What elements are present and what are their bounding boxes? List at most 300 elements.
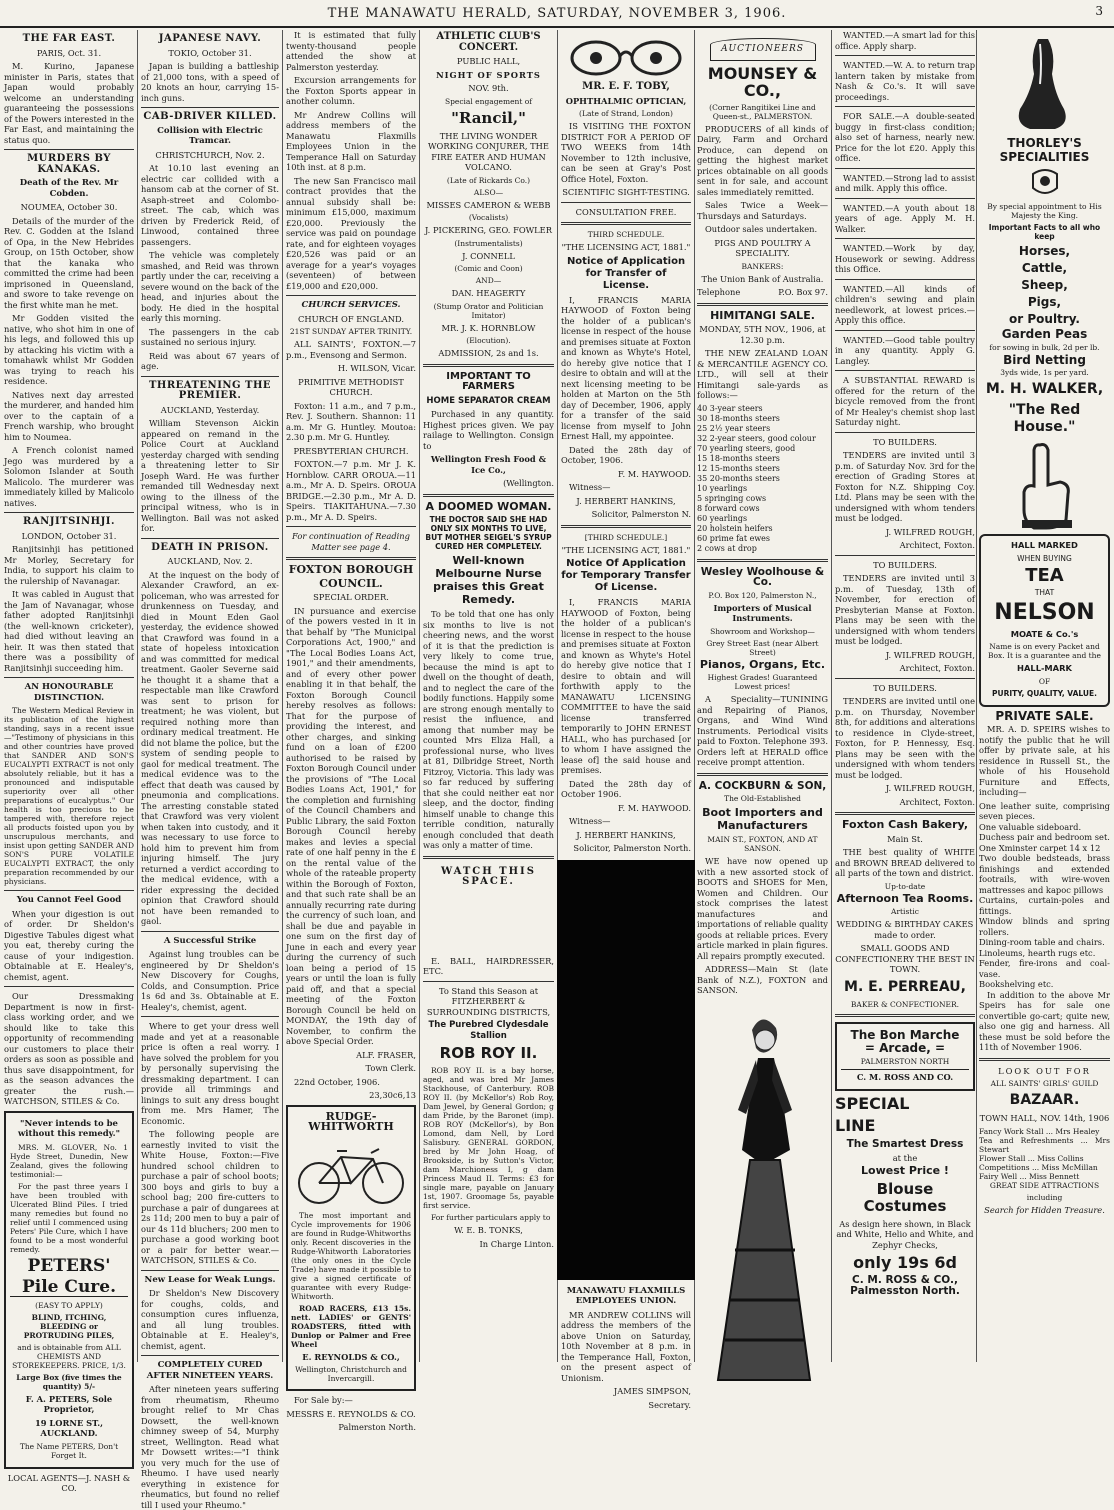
hairdresser: E. BALL, HAIRDRESSER, ETC. bbox=[423, 955, 554, 976]
woolhouse-body: A Speciality—TUNINING and Repairing of Pianos, Organs, and Wind Wind Instruments. Periodical visits paid to Foxton. Telephone 393. Orders left at HERALD office receive prompt attention. bbox=[697, 694, 828, 767]
peters-proprietor: F. A. PETERS, Sole Proprietor, bbox=[25, 1393, 113, 1414]
church-england-sub: 21ST SUNDAY AFTER TRINITY. bbox=[289, 327, 413, 336]
bicycle-illustration bbox=[291, 1137, 411, 1207]
church-presbyterian-body: FOXTON.—7 p.m. Mr J. K. Hornblow. CARR OROUA.—11 a.m., Mr A. D. Speirs. OROUA BRIDGE.—2.30 p.m., Mr A. D. Speirs. TIAKITAHUNA.—7.30 p.m., Mr A. D. Speirs. bbox=[286, 459, 416, 522]
rw-brand: RUDGE-WHITWORTH bbox=[308, 1109, 394, 1133]
blacked-out-area bbox=[557, 860, 695, 1280]
cockburn-boot: Boot Importers and Manufacturers bbox=[702, 806, 823, 832]
column-1 bbox=[4, 30, 134, 1493]
peters-testimonial-quote: For the past three years I have been troubled with Ulcerated Blind Piles. I tried many remedies but found no relief until I commenced using Peters' Pile Cure, which I have found to be a most wonderful remedy. bbox=[10, 1181, 128, 1254]
thorley-2: SPECIALITIES bbox=[999, 149, 1090, 164]
kanakas-para-2: Mr Godden visited the native, who shot him in one of his legs, and followed this up by attacking his victim with a tomahawk whilst Mr Godden was trying to reach his residence. bbox=[4, 313, 134, 386]
cab-para-3: The passengers in the cab sustained no serious injury. bbox=[141, 326, 279, 347]
council-body: IN pursuance and exercise of the powers vested in it in that behalf by "The Municipal Corporations Act, 1900," and "The Local Bodies Loans Act, 1901," and their amendments, and of every other power enabling it in that behalf, the Foxton Borough Council hereby resolves as follows: That for the purpose of providing the interest, and other charges, and sinking fund on a loan of £200 authorised to be raised by Foxton Borough Council under the provisions of "The Local Bodies Loans Act, 1901," for the completion and furnishing of the Council Chambers and Public Library, the said Foxton Borough Council hereby makes and levies a special rate of one half penny in the £ on the rental value of the whole of the rateable property within the Borough of Foxton, and that such rate shall be an annually recurring rate during the currency of such loan, and shall be due and payable in one sum on the first day of June in each and every year during the currency of such loan being a period of 15 years or until the loan is fully paid off, and that a special meeting of the Foxton Borough Council be held on MONDAY, the 19th day of November, to confirm the above Special Order. bbox=[286, 605, 416, 1046]
stand-sub: The Purebred Clydesdale Stallion bbox=[428, 1020, 549, 1041]
optician-name: MR. E. F. TOBY, bbox=[582, 81, 670, 92]
athletic-misses: MISSES CAMERON & WEBB bbox=[426, 199, 551, 210]
himitangi-heading: HIMITANGI SALE. bbox=[710, 308, 815, 322]
optician-consult: CONSULTATION FREE. bbox=[575, 206, 677, 217]
thorley-animal: Sheep, bbox=[1021, 278, 1068, 292]
athletic-night: NIGHT OF SPORTS bbox=[436, 69, 541, 80]
peters-wrapper: The Name PETERS, Don't Forget It. bbox=[19, 1441, 119, 1460]
doomed-heading: A DOOMED WOMAN. bbox=[425, 499, 552, 513]
thorley-animal: Horses, bbox=[1018, 244, 1071, 258]
athletic-elocution: (Elocution). bbox=[466, 336, 511, 345]
doomed-body: To be told that one has only six months to live is not cheering news, and the worst of it is that the prediction is very likely to come true, because the mind is apt to dwell on the thought of death, and to neglect the care of the bodily functions. Happily some are strong enough mentally to resist the influence, and among that number may be counted Mrs Eliza Hall, a professional nurse, who lives at 81, Dilbridge Street, North Fitzroy, Victoria. This lady was so far reduced by suffering that she could neither eat nor sleep, and the doctor, finding himself unable to change this terrible condition, naturally enough concluded that death was only a matter of time. bbox=[423, 609, 554, 850]
tenders-2-heading: TO BUILDERS. bbox=[873, 559, 937, 570]
bazaar-including: including bbox=[1026, 1192, 1063, 1202]
woolhouse-po: P.O. Box 120, Palmerston N., bbox=[708, 590, 817, 600]
bazaar-all-saints: ALL SAINTS' GIRLS' GUILD bbox=[990, 1079, 1099, 1088]
masthead bbox=[0, 0, 1114, 28]
column-6 bbox=[697, 30, 828, 1362]
walker-shop: "The Red House." bbox=[1008, 402, 1081, 435]
prison-dateline: AUCKLAND, Nov. 2. bbox=[167, 556, 253, 566]
far-east-heading: THE FAR EAST. bbox=[22, 33, 116, 44]
royal-crest-icon bbox=[1025, 166, 1065, 198]
list-item: One leather suite, comprising seven pieces. bbox=[979, 800, 1110, 821]
list-item: One Xminster carpet 14 x 12 bbox=[979, 842, 1101, 853]
ross-footer: C. M. ROSS & CO., Palmesston North. bbox=[850, 1274, 960, 1297]
optician-late: (Late of Strand, London) bbox=[579, 109, 673, 118]
peters-heading: "Never intends to be without this remedy." bbox=[17, 1118, 121, 1139]
rw-agent: E. REYNOLDS & CO., bbox=[302, 1351, 400, 1362]
temp-witness-role: Solicitor, Palmerston North. bbox=[573, 843, 691, 853]
blouse-costumes: Blouse Costumes bbox=[863, 1179, 947, 1215]
temp-date: Dated the 28th day of October 1906. bbox=[561, 778, 691, 799]
cannot-feel-good-body: When your digestion is out of order. Dr Sheldon's Digestive Tabules digest what you eat, thereby curing the cause of your indigestion. Obtainable at E. Healey's, chemist, agent. bbox=[4, 908, 134, 982]
temp-witness-name: J. HERBERT HANKINS, bbox=[576, 829, 676, 840]
tenders-1-role: Architect, Foxton. bbox=[899, 540, 975, 550]
cab-subheading: Collision with Electric Tramcar. bbox=[157, 125, 263, 146]
kanakas-para-3: Natives next day arrested the murderer, and handed him over to the captain of a French warship, who brought him to Noumea. bbox=[4, 389, 134, 442]
bon-marche-3: PALMERSTON NORTH bbox=[860, 1056, 950, 1066]
athletic-wonder: THE LIVING WONDER WORKING CONJURER, THE FIRE EATER AND HUMAN VOLCANO. bbox=[428, 130, 549, 172]
athletic-rancil: "Rancil," bbox=[451, 108, 526, 127]
list-item: Window blinds and spring rollers. bbox=[979, 916, 1110, 937]
mousey-bank: The Union Bank of Australia. bbox=[701, 273, 824, 284]
column-3 bbox=[286, 30, 416, 1432]
tea-purity: PURITY, QUALITY, VALUE. bbox=[992, 688, 1097, 698]
cured-heading: COMPLETELY CURED AFTER NINETEEN YEARS. bbox=[146, 1360, 274, 1381]
kanakas-dateline: NOUMEA, October 30. bbox=[20, 202, 118, 212]
column-7 bbox=[835, 30, 975, 1362]
bakery-street: Main St. bbox=[887, 833, 923, 844]
mousey-sales: Sales Twice a Week—Thursdays and Saturdays. bbox=[697, 200, 828, 221]
cab-para-4: Reid was about 67 years of age. bbox=[141, 350, 279, 371]
stock-item: 30 18-months steers bbox=[697, 413, 780, 423]
athletic-vocalists: (Vocalists) bbox=[468, 213, 509, 222]
mousey-outdoor: Outdoor sales undertaken. bbox=[705, 224, 818, 234]
lady-costume-illustration bbox=[700, 1000, 825, 1390]
church-methodist-body: Foxton: 11 a.m., and 7 p.m., Rev. J. Southern. Shannon: 11 a.m. Mr G. Huntley. Moutoa: 2.30 p.m. Mr G. Huntley. bbox=[286, 400, 416, 442]
mousey-pigs: PIGS AND POULTRY A SPECIALITY. bbox=[714, 237, 811, 258]
private-sale-list bbox=[979, 801, 1110, 990]
bakery-body: THE best quality of WHITE and BROWN BREAD delivered to all parts of the town and district. bbox=[835, 847, 975, 878]
far-east-body: M. Kurino, Japanese minister in Paris, states that Japan would probably welcome an understanding guaranteeing the possessions of the Powers interested in the Far East, and maintaining the status quo. bbox=[4, 61, 134, 145]
cured-body: After nineteen years suffering from rheumatism, Rheumo brought relief to Mr Chas Dowsett, the well-known chimney sweep of 54, Murphy street, Wellington. Read what Mr Dowsett writes:—"I think you very much for the use of Rheumo. I have used nearly everything in existence for rheumatics, but found no relief till I used your Rheumo." bbox=[141, 1384, 279, 1510]
special-1: SPECIAL bbox=[835, 1094, 910, 1113]
ranji-dateline: LONDON, October 31. bbox=[21, 530, 117, 541]
temp-schedule: [THIRD SCHEDULE.] bbox=[584, 532, 668, 542]
thorley-animal: Cattle, bbox=[1021, 261, 1068, 275]
bakery-small-goods: SMALL GOODS AND CONFECTIONERY THE BEST IN TOWN. bbox=[835, 943, 975, 974]
tenders-2-body: TENDERS are invited until 3 p.m. of Tuesday, 13th of November, for erection of Presbyterian Manse at Foxton. Plans may be seen with the undersigned with whom tenders must be lodged. bbox=[835, 573, 975, 646]
reward-notice: A SUBSTANTIAL REWARD is offered for the return of the bicycle removed from the front of Mr Healey's chemist shop last Saturday night. bbox=[835, 375, 975, 427]
cockburn-addr: MAIN ST., FOXTON, AND AT SANSON. bbox=[707, 835, 818, 853]
tenders-3-body: TENDERS are invited until one p.m. on Thursday, November 8th, for additions and alterations to residence in Clyde-street, Foxton, for P. Hennessy, Esq. Plans may be seen with the undersigned with whom tenders must be lodged. bbox=[835, 696, 975, 780]
list-item: One valuable sideboard. bbox=[979, 821, 1082, 832]
licence-date: Dated the 28th day of October, 1906. bbox=[561, 444, 691, 465]
at-the: at the bbox=[892, 1152, 918, 1163]
stock-item: 12 15-months steers bbox=[697, 463, 780, 473]
tea-of: OF bbox=[1038, 676, 1051, 686]
cockburn-name: A. COCKBURN & SON, bbox=[698, 779, 827, 792]
bon-marche-2: = Arcade, = bbox=[864, 1041, 946, 1055]
list-item: Fender, fire-irons and coal-vase. bbox=[979, 958, 1110, 979]
mail-note: The new San Francisco mail contract provides that the annual subsidy shall be: minimum £15,000, maximum £20,000. Previously the service was paid on poundage rate, and for eighteen voyages £20,526 was paid or an average for a year's voyages (seventeen) of between £19,000 and £20,000. bbox=[286, 175, 416, 291]
peters-local-agents: LOCAL AGENTS—J. NASH & CO. bbox=[7, 1472, 131, 1493]
bazaar-search: Search for Hidden Treasure. bbox=[984, 1204, 1105, 1215]
auctioneers-banner: AUCTIONEERS bbox=[710, 38, 816, 61]
mousey-body: PRODUCERS of all kinds of Dairy, Farm and Orchard Produce, can depend on getting the highest market prices obtainable on all goods sent in for sale, and account sales immediately remitted. bbox=[697, 123, 828, 197]
council-heading-1: FOXTON BOROUGH bbox=[288, 563, 414, 576]
rw-prices: ROAD RACERS, £13 15s. nett. LADIES' or GENTS' ROADSTERS, fitted with Dunlop or Palmer and Free Wheel bbox=[291, 1303, 411, 1349]
cab-para-2: The vehicle was completely smashed, and Reid was thrown partly under the car, receiving a severe wound on the back of the head, and injuries about the body. He died in the hospital early this morning. bbox=[141, 250, 279, 323]
wanted-7: WANTED.—Good table poultry in any quantity. Apply G. Langley. bbox=[835, 334, 975, 366]
ranji-heading: RANJITSINHJI. bbox=[23, 516, 115, 527]
dressmaking-economic: Where to get your dress well made and yet at a reasonable price is often a real worry. I have solved the problem for you by personally supervising the dressmaking department. I can provide all trimmings and linings to suit any dress bought from me. Mrs Hamer, The Economic. bbox=[141, 1021, 279, 1126]
show-note: It is estimated that fully twenty-thousand people attended the show at Palmerston yesterday. bbox=[286, 30, 416, 72]
wanted-3: WANTED.—Strong lad to assist and milk. Apply this office. bbox=[835, 172, 975, 193]
tenders-3-role: Architect, Foxton. bbox=[899, 796, 975, 807]
strike-body: Against lung troubles can be engineered by Dr Sheldon's New Discovery for Coughs, Colds, and Consumption. Price 1s 6d and 3s. Obtainable at E. Healey's, chemist, agent. bbox=[141, 949, 279, 1012]
athletic-admission: ADMISSION, 2s and 1s. bbox=[438, 348, 539, 358]
strike-heading: A Successful Strike bbox=[163, 935, 257, 946]
peters-brand: PETERS' bbox=[27, 1255, 111, 1276]
list-item: Dining-room table and chairs. bbox=[979, 937, 1105, 947]
special-2: LINE bbox=[835, 1116, 876, 1135]
council-sig-title: Town Clerk. bbox=[365, 1063, 416, 1073]
spectacles-illustration bbox=[564, 34, 688, 78]
stock-item: 25 2½ year steers bbox=[697, 423, 771, 433]
navy-heading: JAPANESE NAVY. bbox=[158, 33, 262, 44]
temp-heading: Notice Of Application for Temporary Transfer Of License. bbox=[561, 558, 691, 593]
stand-charge: In Charge Linton. bbox=[479, 1238, 554, 1249]
thorley-animal: Pigs, bbox=[1027, 295, 1062, 309]
church-england-sig: H. WILSON, Vicar. bbox=[337, 363, 416, 373]
pointing-hand-icon bbox=[1010, 440, 1080, 530]
column-5 bbox=[561, 30, 691, 1410]
tea-when-buying: WHEN BUYING bbox=[1017, 553, 1072, 563]
stock-item: 15 18-months steers bbox=[697, 453, 780, 463]
stock-item: 32 2-year steers, good colour bbox=[697, 433, 816, 443]
bakery-cakes: WEDDING & BIRTHDAY CAKES made to order. bbox=[836, 919, 974, 940]
peters-cures: BLIND, ITCHING, BLEEDING or PROTRUDING PILES, bbox=[23, 1312, 115, 1340]
lease-body: Dr Sheldon's New Discovery for coughs, colds, and consumption cures influenza, and all lung troubles. Obtainable at E. Healey's, chemist, agent. bbox=[141, 1288, 279, 1351]
page-number: 3 bbox=[1095, 4, 1104, 18]
woolhouse-pianos: Pianos, Organs, Etc. bbox=[699, 657, 826, 671]
only-price: only 19s 6d bbox=[853, 1253, 957, 1272]
list-item: Curtains, curtain-poles and fittings. bbox=[979, 895, 1110, 916]
woolhouse-showroom: Showroom and Workshop— bbox=[710, 626, 815, 636]
farmers-sub: HOME SEPARATOR CREAM bbox=[426, 395, 551, 406]
licence-schedule: THIRD SCHEDULE. bbox=[587, 230, 665, 239]
tea-moate: MOATE & Co.'s bbox=[1010, 628, 1079, 639]
flax-body: MR ANDREW COLLINS will address the members of the above Union on Saturday, 10th November at 8 p.m. in the Temperance Hall, Foxton, on the present aspect of Unionism. bbox=[561, 1309, 691, 1383]
cannot-feel-good-heading: You Cannot Feel Good bbox=[16, 895, 122, 905]
white-house-notice: The following people are earnestly invited to visit the White House, Foxton:—Five hundred school children to purchase a pair of school boots; 300 boys and girls to buy a school bag; 200 fire-cutters to purchase a pair of dungarees at 2s 11d; 200 men to buy a pair of our 4s 11d bluchers; 200 men to purchase a good working boot or a pair for better wear.—WATCHSON, STILES & Co. bbox=[141, 1129, 279, 1265]
tenders-2-sig: J. WILFRED ROUGH, bbox=[885, 649, 975, 660]
cockburn-old: The Old-Established bbox=[724, 794, 801, 803]
church-england-body: ALL SAINTS', FOXTON.—7 p.m., Evensong and Sermon. bbox=[286, 339, 416, 360]
continuation-note: For continuation of Reading Matter see page 4. bbox=[292, 531, 410, 552]
licence-witness: Witness— bbox=[569, 482, 611, 492]
temp-body: I, FRANCIS MARIA HAYWOOD of Foxton, being the holder of a publican's license in respect to the house and premises situate at Foxton and known as Whyte's Hotel do hereby give notice that I desire to obtain and will forthwith apply to the MANAWATU LICENSING COMMITTEE to have the said license transferred temporarily to JOHN ERNEST HALL, who has purchased [or to whom I have assigned the lease of] the said house and premises. bbox=[561, 597, 691, 775]
licence-witness-name: J. HERBERT HANKINS, bbox=[576, 495, 676, 506]
athletic-stump: (Stump Orator and Politician Imitator) bbox=[433, 301, 544, 320]
bird-netting: Bird Netting bbox=[1003, 352, 1086, 367]
council-ref: 23,30c6,13 bbox=[369, 1090, 416, 1100]
excursion-note: Excursion arrangements for the Foxton Sports appear in another column. bbox=[286, 75, 416, 106]
bakery-tea-rooms: Afternoon Tea Rooms. bbox=[836, 891, 974, 905]
tea-hall-marked: HALL MARKED bbox=[1011, 540, 1078, 550]
far-east-dateline: PARIS, Oct. 31. bbox=[36, 47, 102, 58]
stock-item: 8 forward cows bbox=[697, 503, 760, 513]
bakery-role: BAKER & CONFECTIONER. bbox=[850, 999, 960, 1009]
lease-heading: New Lease for Weak Lungs. bbox=[144, 1274, 276, 1285]
flax-sig: JAMES SIMPSON, bbox=[613, 1386, 691, 1396]
athletic-pickering: J. PICKERING, GEO. FOWLER bbox=[425, 225, 552, 235]
stand-further: For further particulars apply to bbox=[431, 1213, 551, 1222]
council-subheading: SPECIAL ORDER. bbox=[313, 592, 389, 602]
athletic-also: ALSO— bbox=[473, 187, 504, 197]
bon-marche-box bbox=[835, 1022, 975, 1092]
bon-marche-1: The Bon Marche bbox=[850, 1027, 960, 1042]
list-item: Competitions ... Miss McMillan bbox=[979, 1162, 1098, 1172]
athletic-engage: Special engagement of bbox=[444, 96, 533, 106]
ranji-para-2: It was cabled in August that the Jam of Navanagar, whose father adopted Ranjitsinhji (the well-known cricketer), had died without leaving an heir. It was then stated that there was a possibility of Ranjitsinhji succeeding him. bbox=[4, 589, 134, 673]
list-item: Bookshelving etc. bbox=[979, 979, 1054, 989]
peters-easy-apply: (EASY TO APPLY) bbox=[35, 1300, 103, 1310]
himitangi-body: THE NEW ZEALAND LOAN & MERCANTILE AGENCY CO. LTD., will sell at their Himitangi sale-yards as follows:— bbox=[697, 348, 828, 400]
stock-item: 60 prime fat ewes bbox=[697, 533, 770, 543]
honourable-body: The Western Medical Review in its publication of the highest standing, says in a recent issue—"Testimony of physicians in this and other countries have proved that SANDER AND SON'S EUCALYPTI EXTRACT is not only absolutely reliable, but it has a pronounced and indisputable superiority over all other preparations of eucalyptus." Our health is too precious to be tampered with, therefore reject all products foisted upon you by unscrupulous merchants, and insist upon getting SANDER AND SON'S PURE VOLATILE EUCALYPTI EXTRACT, the only preparation recommended by our physicians. bbox=[4, 706, 134, 886]
thorley-appointment: By special appointment to His Majesty the King. bbox=[987, 202, 1102, 220]
stand-heading: To Stand this Season at FITZHERBERT & SURROUNDING DISTRICTS, bbox=[426, 985, 551, 1017]
church-heading: CHURCH SERVICES. bbox=[301, 300, 401, 310]
bakery-artistic: Artistic bbox=[891, 907, 919, 916]
wanted-4: WANTED.—A youth about 18 years of age. Apply M. H. Walker. bbox=[835, 202, 975, 234]
cab-dateline: CHRISTCHURCH, Nov. 2. bbox=[155, 149, 265, 160]
bakery-uptodate: Up-to-date bbox=[884, 881, 926, 891]
list-item: Tea and Refreshments ... Mrs Stewart bbox=[979, 1135, 1110, 1154]
list-item: Two double bedsteads, brass finishings and extended footrails, with wire-woven mattresses and kapoc pillows bbox=[979, 853, 1110, 895]
kanakas-para-4: A French colonist named Jego was murdered by a Solomon Islander at South Malicolo. The murderer was immediately killed by Malicolo natives. bbox=[4, 445, 134, 508]
stand-name: ROB ROY II. bbox=[439, 1044, 538, 1062]
peters-large-box: Large Box (five times the quantity) 5/- bbox=[16, 1372, 122, 1391]
rudge-whitworth-advert bbox=[286, 1105, 416, 1392]
woolhouse-name: Wesley Woolhouse & Co. bbox=[700, 565, 825, 588]
for-sale-buggy: FOR SALE.—A double-seated buggy in first-class condition; also set of harness, nearly new. Price for the lot £20. Apply this office. bbox=[835, 111, 975, 163]
walker-name: M. H. WALKER, bbox=[985, 381, 1104, 397]
smartest: The Smartest Dress bbox=[846, 1138, 964, 1150]
doomed-big: Well-known Melbourne Nurse praises this Great Remedy. bbox=[433, 554, 544, 606]
athletic-hornblow: MR. J. K. HORNBLOW bbox=[441, 322, 536, 333]
temp-act: "THE LICENSING ACT, 1881." bbox=[561, 544, 691, 555]
council-sig: ALF. FRASER, bbox=[356, 1049, 416, 1060]
rw-sale-town: Palmerston North. bbox=[338, 1422, 416, 1432]
tea-tea: TEA bbox=[1025, 564, 1064, 586]
bazaar-hall: TOWN HALL, NOV. 14th, 1906 bbox=[979, 1113, 1110, 1123]
bazaar-stalls bbox=[979, 1127, 1110, 1181]
navy-dateline: TOKIO, October 31. bbox=[168, 47, 252, 58]
rw-body: The most important and Cycle improvements for 1906 are found in Rudge-Whitworths only. Recent discoveries in the Rudge-Whitworth Laboratories (the only ones in the Cycle Trade) have made it possible to give a signed certificate of guarantee with every Rudge-Whitworth. bbox=[291, 1210, 411, 1301]
farmers-city: (Wellington. bbox=[503, 478, 554, 488]
thorley-animal: or Poultry. bbox=[1009, 312, 1080, 326]
list-item: Fancy Work Stall ... Mrs Healey bbox=[979, 1126, 1100, 1136]
licence-act: "THE LICENSING ACT, 1881." bbox=[561, 242, 691, 252]
horse-hoof-illustration bbox=[1000, 34, 1090, 134]
athletic-late: (Late of Rickards Co.) bbox=[446, 175, 531, 185]
tenders-2-role: Architect, Foxton. bbox=[899, 663, 975, 673]
bazaar-look: LOOK OUT FOR bbox=[998, 1065, 1091, 1076]
doomed-sub: THE DOCTOR SAID SHE HAD ONLY SIX MONTHS TO LIVE, BUT MOTHER SEIGEL'S SYRUP CURED HER COMPLETELY. bbox=[425, 515, 552, 551]
kanakas-heading: MURDERS BY KANAKAS. bbox=[27, 153, 111, 175]
temp-witness: Witness— bbox=[569, 816, 611, 826]
kanakas-subheading: Death of the Rev. Mr Cobden. bbox=[19, 178, 119, 199]
cab-para-1: At 10.10 last evening an electric car collided with a hansom cab at the corner of St. Asaph-street and Colombo-street. The cab, which was driven by Frederick Reid, of Linwood, contained three passengers. bbox=[141, 163, 279, 247]
mousey-bankers: BANKERS: bbox=[741, 261, 784, 271]
peters-brand-sub: Pile Cure. bbox=[10, 1279, 128, 1297]
column-8 bbox=[979, 30, 1110, 1362]
bakery-owner: M. E. PERREAU, bbox=[844, 978, 966, 995]
stock-item: 10 yearlings bbox=[697, 483, 748, 493]
column-2 bbox=[141, 30, 279, 1510]
athletic-hall: PUBLIC HALL, bbox=[456, 56, 521, 66]
tenders-1-body: TENDERS are invited until 3 p.m. of Saturday Nov. 3rd for the erection of Grading Stores at Foxton for N.Z. Shipping Coy. Ltd. Plans may be seen with the undersigned with whom tenders must be lodged. bbox=[835, 450, 975, 523]
garden-peas-sub: for sowing in bulk, 2d per lb. bbox=[989, 342, 1100, 352]
collins-note: Mr Andrew Collins will address members of the Manawatu Flaxmills Employees Union in the Temperance Hall on Saturday 10th inst. at 8 p.m. bbox=[286, 109, 416, 172]
flax-sig-role: Secretary. bbox=[648, 1399, 691, 1410]
mousey-name: MOUNSEY & CO., bbox=[707, 63, 818, 100]
stock-item: 2 cows at drop bbox=[697, 543, 757, 553]
navy-body: Japan is building a battleship of 21,000 tons, with a speed of 20 knots an hour, carrying 15-inch guns. bbox=[141, 61, 279, 103]
mousey-po-box: P.O. Box 97. bbox=[778, 287, 828, 297]
garden-peas: Garden Peas bbox=[1001, 327, 1088, 341]
athletic-and: AND— bbox=[475, 276, 502, 285]
ranji-para-1: Ranjitsinhji has petitioned Mr Morley, Secretary for India, to support his claim to the rulership of Navanagar. bbox=[4, 544, 134, 586]
tea-that: THAT bbox=[1034, 587, 1055, 597]
mousey-addr: (Corner Rangitikei Line and Queen-st., PALMERSTON. bbox=[709, 102, 816, 121]
wanted-2: WANTED.—W. A. to return trap lantern taken by mistake from Nash & Co.'s. It will save proceedings. bbox=[835, 60, 975, 102]
thorley-important: Important Facts to all who keep bbox=[988, 223, 1101, 241]
stock-item: 40 3-year steers bbox=[697, 403, 763, 413]
stand-sig: W. E. B. TONKS, bbox=[454, 1225, 523, 1235]
kanakas-para-1: Details of the murder of the Rev. C. Godden at the Island of Opa, in the New Hebrides Group, on 15th October, show that the kanaka who committed the crime had been imprisoned in Queensland, and swore to take revenge on the first white man he met. bbox=[4, 215, 134, 310]
licence-body: I, FRANCIS MARIA HAYWOOD of Foxton being the holder of a publican's license in respect of the house and premises situate at Foxton and known as Whyte's Hotel, do hereby give notice that I desire to obtain and will at the next licensing meeting to be holden at Marton on the 5th day of December, 1906, apply for a transfer of the said license from myself to John Ernest Hall, my appointee. bbox=[561, 294, 691, 441]
athletic-connell: J. CONNELL bbox=[462, 250, 515, 261]
prison-heading: DEATH IN PRISON. bbox=[151, 541, 269, 553]
optician-title: OPHTHALMIC OPTICIAN, bbox=[565, 95, 687, 106]
farmers-body: Purchased in any quantity. Highest prices given. We pay railage to Wellington. Consign to bbox=[423, 409, 554, 451]
threat-body: William Stevenson Aickin appeared on remand in the Police Court at Auckland yesterday charged with sending a threatening letter to Sir Joseph Ward. He was further remanded till Wednesday next owing to the illness of the principal witness, who is in Wellington. Bail was not asked for. bbox=[141, 418, 279, 533]
optician-scientific: SCIENTIFIC SIGHT-TESTING. bbox=[562, 187, 690, 197]
woolhouse-addr: Grey Street East (near Albert Street) bbox=[706, 638, 819, 657]
stock-item: 5 springing cows bbox=[697, 493, 767, 503]
list-item: Linoleums, hearth rugs etc. bbox=[979, 947, 1096, 958]
licence-heading: Notice of Application for Transfer of License. bbox=[566, 255, 686, 291]
bon-marche-4: C. M. ROSS AND CO. bbox=[841, 1069, 969, 1083]
farmers-company: Wellington Fresh Food & Ice Co., bbox=[430, 454, 547, 475]
nelson-tea-advert bbox=[979, 534, 1110, 707]
wanted-5: WANTED.—Work by day, Housework or sewing. Address this Office. bbox=[835, 243, 975, 274]
church-england: CHURCH OF ENGLAND. bbox=[298, 313, 404, 324]
peters-testimonial-intro: MRS. M. GLOVER, No. 1 Hyde Street, Dunedin, New Zealand, gives the following testimonial:— bbox=[10, 1142, 128, 1179]
woolhouse-grades: Highest Grades! Guaranteed Lowest prices! bbox=[707, 673, 818, 691]
council-heading-2: COUNCIL. bbox=[319, 576, 383, 590]
licence-witness-role: Solicitor, Palmerston N. bbox=[591, 509, 691, 519]
wanted-6: WANTED.—All kinds of children's sewing and plain needlework, at lowest prices.—Apply this office. bbox=[835, 283, 975, 325]
private-sale-heading: PRIVATE SALE. bbox=[995, 708, 1094, 723]
athletic-heading: ATHLETIC CLUB'S CONCERT. bbox=[436, 31, 541, 53]
peters-pile-cure-advert bbox=[4, 1111, 134, 1469]
list-item: Duchess pair and bedroom set. bbox=[979, 832, 1110, 842]
council-date: 22nd October, 1906. bbox=[294, 1076, 380, 1087]
stock-list bbox=[697, 404, 828, 554]
athletic-comic: (Comic and Coon) bbox=[454, 264, 523, 273]
watch-space: WATCH THIS SPACE. bbox=[441, 865, 536, 887]
flax-heading: MANAWATU FLAXMILLS EMPLOYEES UNION. bbox=[566, 1285, 686, 1306]
himitangi-date: MONDAY, 5TH NOV., 1906, at 12.30 p.m. bbox=[699, 324, 826, 345]
prison-body: At the inquest on the body of Alexander Crawford, an ex-policeman, who was arrested for drunkenness on Tuesday, and died in Mount Eden Gaol yesterday, the evidence showed that Crawford was found in a state of hopeless intoxication and was committed for medical treatment. Gaoler Severne said he thought it a shame that a respectable man like Crawford was sent to prison for treatment; he was violent, but required nothing more than ordinary medical treatment. He did not blame the police, but the system of sending people to gaol for medical treatment. The medical evidence was to the effect that death was caused by pneumonia and complications. The arresting constable stated that Crawford was very violent when taken into custody, and it was necessary to use force to hold him to prevent him from injuring himself. The jury returned a verdict according to the medical evidence, with a rider expressing the decided opinion that Crawford should not have been remanded to gaol. bbox=[141, 569, 279, 926]
stock-item: 35 20-months steers bbox=[697, 473, 780, 483]
farmers-heading: IMPORTANT TO FARMERS bbox=[446, 370, 531, 392]
dressmaking-notice: Our Dressmaking Department is now in first-class working order, and we should like to take this opportunity of recommending our customers to place their orders as soon as possible and thus save disappointment, for as the season advances the greater the rush.—WATCHSON, STILES & Co. bbox=[4, 991, 134, 1106]
masthead-title: THE MANAWATU HERALD, SATURDAY, NOVEMBER 3, 1906. bbox=[327, 5, 787, 21]
thorley-1: THORLEY'S bbox=[1007, 136, 1082, 150]
stock-item: 20 holstein heifers bbox=[697, 523, 773, 533]
rw-sale: For Sale by:— bbox=[294, 1395, 353, 1405]
list-item: Fairy Well ... Miss Bennett bbox=[979, 1171, 1080, 1181]
rw-addr: Wellington, Christchurch and Invercargill. bbox=[295, 1365, 407, 1383]
mousey-telephone: Telephone bbox=[697, 287, 741, 297]
bird-netting-sub: 3yds wide, 1s per yard. bbox=[1000, 368, 1089, 377]
licence-sig: F. M. HAYWOOD. bbox=[617, 468, 691, 479]
stock-item: 60 yearlings bbox=[697, 513, 748, 523]
cockburn-body: WE have now opened up with a new assorted stock of BOOTS and SHOES for Men, Women and Children. Our stock comprises the latest manufactures and importations of reliable quality goods at reliable prices. Every article marked in plain figures. All repairs promptly executed. bbox=[697, 856, 828, 961]
athletic-date: NOV. 9th. bbox=[468, 83, 509, 93]
private-sale-body: MR. A. D. SPEIRS wishes to notify the public that he will offer by private sale, at his residence in Russell St., the whole of his Household Furniture and Effects, including— bbox=[979, 724, 1110, 797]
peters-obtain: and is obtainable from ALL CHEMISTS AND STOREKEEPERS. PRICE, 1/3. bbox=[12, 1342, 126, 1370]
tea-nelson: NELSON bbox=[994, 599, 1095, 625]
bazaar-name: BAZAAR. bbox=[1009, 1092, 1080, 1108]
tea-name-on-packet: Name is on every Packet and Box. It is a guarantee and the bbox=[988, 642, 1101, 660]
athletic-heagerty: DAN. HEAGERTY bbox=[451, 288, 526, 298]
church-methodist: PRIMITIVE METHODIST CHURCH. bbox=[298, 376, 404, 397]
tea-hallmark: HALL-MARK bbox=[1017, 663, 1072, 673]
threat-dateline: AUCKLAND, Yesterday. bbox=[160, 404, 260, 415]
tenders-3-heading: TO BUILDERS. bbox=[873, 682, 937, 693]
tenders-1-heading: TO BUILDERS. bbox=[873, 436, 937, 447]
bazaar-great: GREAT SIDE ATTRACTIONS bbox=[989, 1180, 1100, 1190]
column-4 bbox=[423, 30, 554, 1362]
lowest-price: Lowest Price ! bbox=[861, 1164, 949, 1177]
stock-item: 70 yearling steers, good bbox=[697, 443, 796, 453]
rw-sale-agent: MESSRS E. REYNOLDS & CO. bbox=[286, 1408, 416, 1419]
bakery-heading: Foxton Cash Bakery, bbox=[841, 818, 969, 831]
woolhouse-importers: Importers of Musical Instruments. bbox=[713, 602, 812, 623]
